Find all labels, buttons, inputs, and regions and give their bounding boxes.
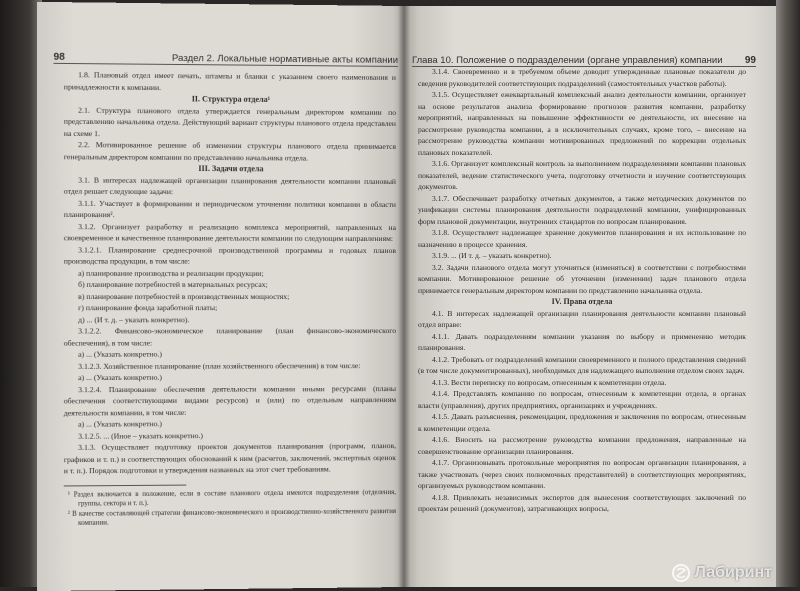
left-page-body xyxy=(64,69,396,528)
paragraph: 4.1.1. Давать подразделениям компании указания по выбору и применению методик планирования. xyxy=(418,331,746,352)
left-page-number: 98 xyxy=(53,51,65,63)
right-page-number: 99 xyxy=(744,55,756,66)
book-left-edge xyxy=(0,0,42,587)
paragraph: 3.1.1. Участвует в формировании и периодическом уточнении политики компании в области планирования². xyxy=(63,198,397,220)
section-heading: IV. Права отдела xyxy=(551,297,613,306)
book-right-edge xyxy=(776,0,800,587)
paragraph: 3.1.2.5. ... (Иное – указать конкретно.) xyxy=(78,430,204,441)
paragraph: 4.1.2. Требовать от подразделений компании своевременного и полного представления сведений (в том числе документированных), необходимых для надлежащего выполнения отделом своих задач. xyxy=(418,354,746,375)
paragraph: 1.8. Плановый отдел имеет печать, штампы и бланки с указанием своего наименования и принадлежности к компании. xyxy=(63,70,397,92)
paragraph: 3.1.2.2. Финансово-экономическое планирование (план финансово-экономического обеспечения), в том числе: xyxy=(63,326,397,348)
paragraph: 4.1.8. Привлекать независимых экспертов для вынесения соответствующих заключений по проектам решений (документов), затрагивающих вопросы, xyxy=(418,492,746,513)
paragraph: 4.1.7. Организовывать протокольные мероприятия по вопросам организации планирования, а также участвовать (через своих полномочных представителей) в соответствующих мероприятиях, организуемых руководством компании. xyxy=(418,458,746,490)
footnote: ² В качестве составляющей стратегии финансово-экономического и производственно-хозяйственного развития компании. xyxy=(67,507,397,527)
left-page xyxy=(37,2,404,591)
paragraph: 3.1. В интересах надлежащей организации планирования деятельности компании плановый отдел решает следующие задачи: xyxy=(63,174,397,197)
paragraph: б) планирование потребностей в материальных ресурсах; xyxy=(78,279,268,289)
paragraph: 3.1.6. Организует комплексный контроль за выполнением подразделениями компании плановых показателей, ведение статистического учета, подготовку отчетности и изучение соответствующих документов. xyxy=(418,159,746,191)
paragraph: 3.1.4. Своевременно и в требуемом объеме доводит утвержденные плановые показатели до сведения руководителей соответствующих подразделений (самостоятельных участков работы). xyxy=(418,67,746,88)
paragraph: 3.1.2.4. Планирование обеспечения деятельности компании иными ресурсами (планы обеспечения соответствующими видами ресурсов) и (или) по отдельным направлениям деятельности компании, в том числе: xyxy=(63,383,397,418)
left-running-head xyxy=(54,47,398,67)
paragraph: 3.2. Задачи планового отдела могут уточняться (изменяться) в соответствии с потребностями компании. Мотивированное решение об уточнении (изменении) задач планового отдела принимается генеральным директором компании по представлению начальника отдела. xyxy=(418,262,746,295)
paragraph: а) ... (Указать конкретно.) xyxy=(78,419,162,429)
paragraph: 3.1.2.1. Планирование среднесрочной производственной программы и годовых планов производства продукции, в том числе: xyxy=(63,244,397,266)
paragraph: а) ... (Указать конкретно.) xyxy=(78,349,162,359)
paragraph: 3.1.2. Организует разработку и реализацию комплекса мероприятий, направленных на своевременное и качественное планирование деятельности компании по следующим направлениям: xyxy=(63,221,397,243)
paragraph: в) планирование потребностей в производственных мощностях; xyxy=(78,291,290,301)
right-running-head-title: Глава 10. Положение о подразделении (органе управления) компании xyxy=(412,55,723,66)
right-page xyxy=(404,6,776,587)
paragraph: 3.1.3. Осуществляет подготовку проектов документов планирования (программ, планов, графиков и т. п.) и соответствующих обоснований к ним (расчетов, заключений, экспертных оценок и т. п.). Порядок подготовки и утверждения названных на этот счет требованиям. xyxy=(63,441,397,476)
paragraph: а) ... (Указать конкретно.) xyxy=(78,372,162,383)
book-gutter-shadow xyxy=(398,6,410,587)
paragraph: 4.1.4. Представлять компанию по вопросам, отнесенным к компетенции отдела, в органах власти (управления), других предприятиях, организациях и учреждениях. xyxy=(418,389,746,410)
paragraph: 4.1.3. Вести переписку по вопросам, отнесенным к компетенции отдела. xyxy=(432,377,667,387)
left-running-head-title: Раздел 2. Локальные нормативные акты компании xyxy=(171,52,399,66)
right-running-head xyxy=(412,50,756,67)
section-heading: II. Структура отдела¹ xyxy=(191,94,271,105)
paragraph: 4.1.5. Давать разъяснения, рекомендации, предложения и заключения по вопросам, отнесенным к компетенции отдела. xyxy=(418,412,746,433)
paragraph: 4.1. В интересах надлежащей организации планирования деятельности компании плановый отдел вправе: xyxy=(418,308,746,329)
paragraph: 3.1.8. Осуществляет надлежащее хранение документов планирования и их использование по назначению в процессе хранения. xyxy=(418,228,746,249)
paragraph: г) планирование фонда заработной платы; xyxy=(78,303,218,313)
labirint-logo-icon xyxy=(671,563,691,583)
paragraph: 3.1.5. Осуществляет ежеквартальный комплексный анализ деятельности компании, организует на основе результатов анализа формирование прогнозов развития компании, разработку мероприятий, направленных на повышение эффективности ее деятельности, их внесение на рассмотрение руководства компании, а в исключительных случаях, кроме того, – внесение на рассмотрение руководства компании мотивированных предложений по коррекции отдельных плановых показателей. xyxy=(418,90,746,157)
paragraph: 3.1.9. ... (И т. д. – указать конкретно). xyxy=(432,251,552,260)
right-page-body xyxy=(418,66,746,515)
footnote-rule xyxy=(64,484,187,486)
paragraph: а) планирование производства и реализации продукции; xyxy=(78,268,264,278)
paragraph: 4.1.6. Вносить на рассмотрение руководства компании предложения, направленные на совершенствование организации планирования. xyxy=(418,435,746,456)
paragraph: 3.1.7. Обеспечивает разработку отчетных документов, а также методических документов по унификации системы планирования деятельности подразделений компании, унифицированных форм плановой документации, внутренних стандартов по вопросам планирования. xyxy=(418,193,746,226)
watermark-text: Лабиринт xyxy=(694,564,772,581)
paragraph: 3.1.2.3. Хозяйственное планирование (план хозяйственного обеспечения) в том числе: xyxy=(78,360,361,371)
labirint-watermark xyxy=(671,563,772,583)
footnote: ¹ Раздел включается в положение, если в составе планового отдела имеются подразделения (отделения, группы, сектора и т. п.). xyxy=(67,488,397,508)
section-heading: III. Задачи отдела xyxy=(198,163,264,174)
paragraph: д) ... (И т. д. – указать конкретно). xyxy=(78,314,190,324)
paragraph: 2.2. Мотивированное решение об изменении структуры планового отдела принимается генеральным директором компании по представлению начальника отдела. xyxy=(63,140,397,163)
paragraph: 2.1. Структура планового отдела утверждается генеральным директором компании по представлению начальника отдела. Действующий вариант структуры планового отдела представлен на схеме 1. xyxy=(63,105,397,138)
